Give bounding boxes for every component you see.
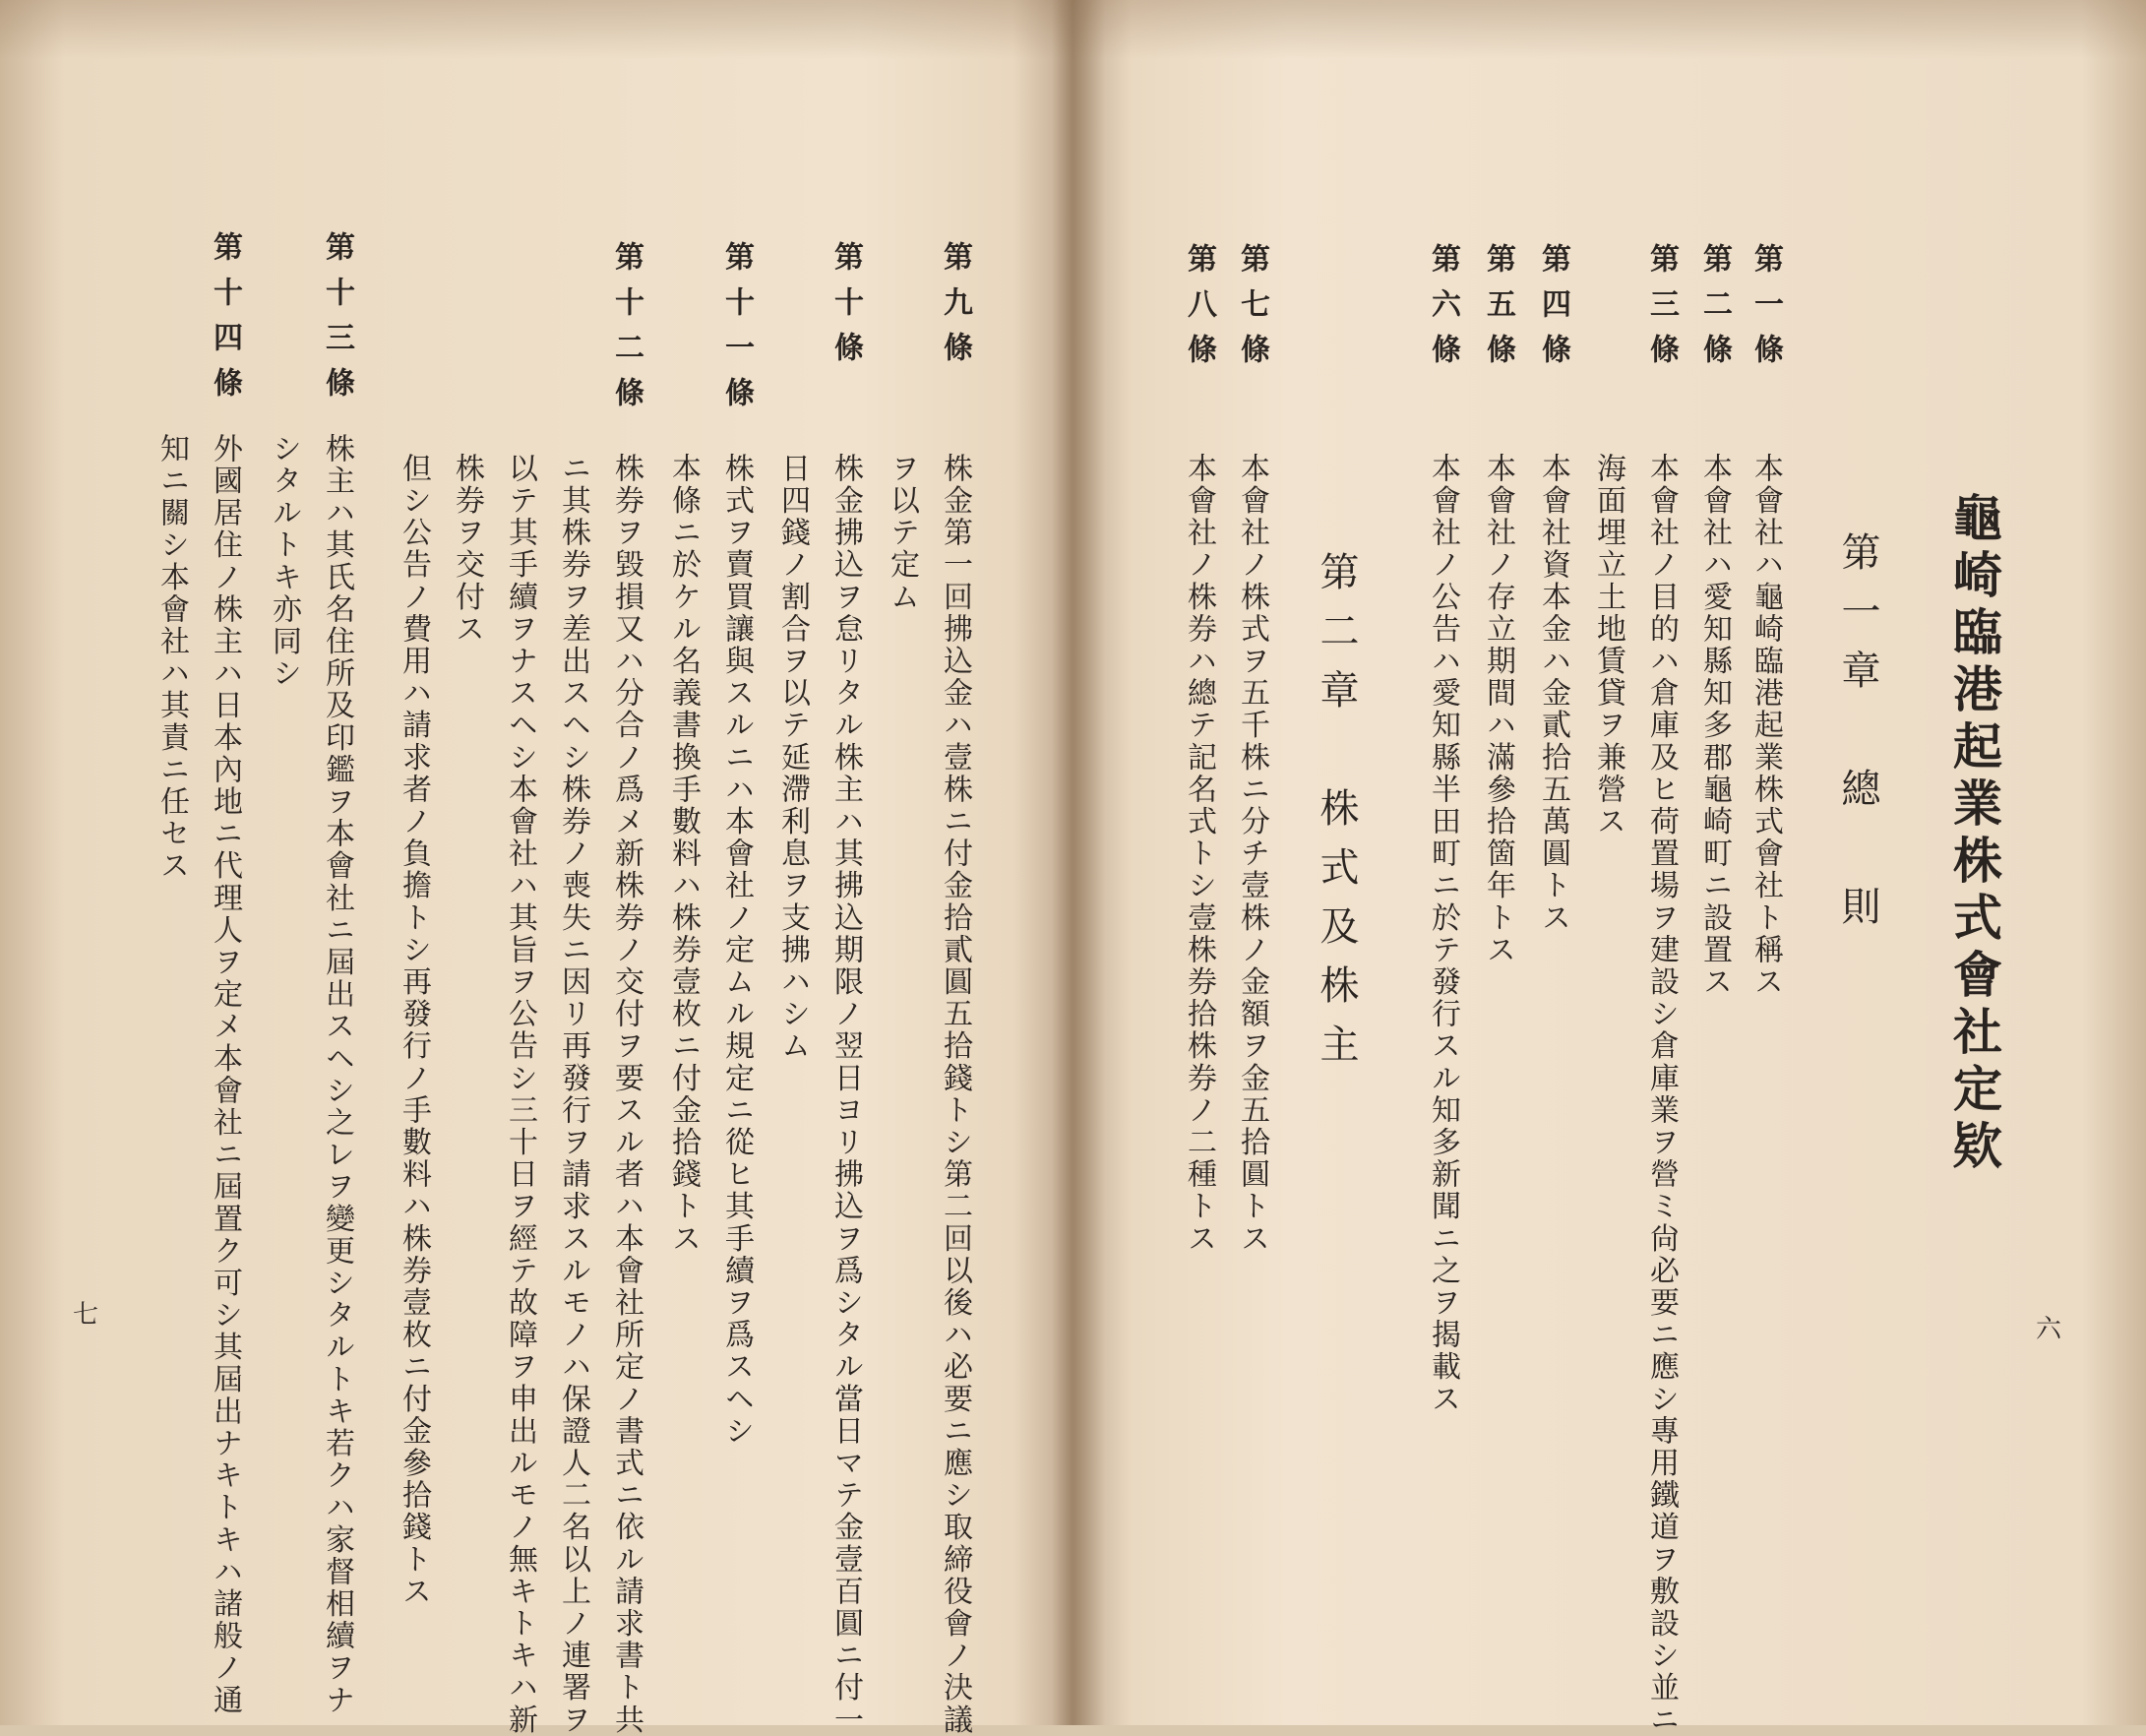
- article-text: 本會社ノ株式ヲ五千株ニ分チ壹株ノ金額ヲ金五拾圓トス: [1235, 453, 1269, 1255]
- article-label: 第四條: [1536, 243, 1570, 379]
- article-text: ヲ以テ定ム: [885, 453, 919, 613]
- article-text: 本會社ハ愛知縣知多郡龜崎町ニ設置ス: [1697, 453, 1732, 999]
- article-text: 株式ヲ賣買讓與スルニハ本會社ノ定ムル規定ニ從ヒ其手續ヲ爲スヘシ: [719, 453, 754, 1448]
- article-text: 本會社資本金ハ金貳拾五萬圓トス: [1536, 453, 1570, 934]
- gutter-shadow: [1073, 0, 1132, 1725]
- article-text: 株券ヲ交付ス: [450, 453, 484, 646]
- chapter-2-heading: 第二章 株式及株主: [1314, 551, 1359, 1083]
- page-number: 六: [2036, 1315, 2062, 1344]
- article-text: 外國居住ノ株主ハ日本內地ニ代理人ヲ定メ本會社ニ屆置ク可シ其屆出ナキトキハ諸般ノ通: [208, 433, 242, 1716]
- article-text: 株券ヲ毀損又ハ分合ノ爲メ新株券ノ交付ヲ要スル者ハ本會社所定ノ書式ニ依ル請求書ト共: [609, 453, 644, 1736]
- article-text: 本會社ノ公告ハ愛知縣半田町ニ於テ發行スル知多新聞ニ之ヲ揭載ス: [1426, 453, 1460, 1415]
- article-text: 以テ其手續ヲナスヘシ本會社ハ其旨ヲ公告シ三十日ヲ經テ故障ヲ申出ルモノ無キトキハ新: [503, 453, 537, 1736]
- article-text: 株主ハ其氏名住所及印鑑ヲ本會社ニ屆出スヘシ之レヲ變更シタルトキ若クハ家督相續ヲナ: [320, 433, 354, 1716]
- document-title: 龜崎臨港起業株式會社定欵: [1945, 492, 2003, 1177]
- article-label: 第十四條: [208, 231, 242, 412]
- article-text: 本會社ハ龜崎臨港起業株式會社ト稱ス: [1748, 453, 1783, 999]
- article-text: 株金拂込ヲ怠リタル株主ハ其拂込期限ノ翌日ヨリ拂込ヲ爲シタル當日マテ金壹百圓ニ付一: [828, 453, 863, 1736]
- article-label: 第五條: [1481, 243, 1515, 379]
- article-text: シタルトキ亦同シ: [267, 433, 301, 690]
- article-text: 但シ公告ノ費用ハ請求者ノ負擔トシ再發行ノ手數料ハ株券壹枚ニ付金參拾錢トス: [397, 453, 431, 1608]
- article-text: ニ其株券ヲ差出スヘシ株券ノ喪失ニ因リ再發行ヲ請求スルモノハ保證人二名以上ノ連署ヲ: [556, 453, 590, 1736]
- gutter-shadow: [1013, 0, 1073, 1725]
- article-text: 本會社ノ株券ハ總テ記名式トシ壹株券拾株券ノ二種トス: [1182, 453, 1216, 1255]
- page-edge-shadow: [1073, 0, 2146, 59]
- article-text: 本會社ノ存立期間ハ滿參拾箇年トス: [1481, 453, 1515, 966]
- article-label: 第十條: [828, 241, 863, 377]
- article-label: 第三條: [1644, 243, 1679, 379]
- article-text: 本條ニ於ケル名義書換手數料ハ株券壹枚ニ付金拾錢トス: [666, 453, 701, 1255]
- article-label: 第七條: [1235, 243, 1269, 379]
- right-page: [1073, 0, 2146, 1736]
- article-label: 第六條: [1426, 243, 1460, 379]
- article-label: 第八條: [1182, 243, 1216, 379]
- article-label: 第十三條: [320, 231, 354, 412]
- article-text: 知ニ關シ本會社ハ其責ニ任セス: [154, 433, 189, 883]
- article-label: 第十二條: [609, 241, 644, 422]
- article-label: 第十一條: [719, 241, 754, 422]
- article-label: 第一條: [1748, 243, 1783, 379]
- chapter-1-heading: 第一章 總 則: [1835, 531, 1880, 945]
- page-edge-shadow: [0, 0, 1073, 59]
- article-text: 日四錢ノ割合ヲ以テ延滯利息ヲ支拂ハシム: [775, 453, 810, 1063]
- article-text: 本會社ノ目的ハ倉庫及ヒ荷置場ヲ建設シ倉庫業ヲ營ミ尙必要ニ應シ專用鐵道ヲ敷設シ並ニ: [1644, 453, 1679, 1736]
- article-label: 第二條: [1697, 243, 1732, 379]
- article-text: 海面埋立土地賃貸ヲ兼營ス: [1591, 453, 1625, 838]
- article-text: 株金第一回拂込金ハ壹株ニ付金拾貳圓五拾錢トシ第二回以後ハ必要ニ應シ取締役會ノ決議: [938, 453, 972, 1736]
- page-number: 七: [73, 1300, 99, 1330]
- article-label: 第九條: [938, 241, 972, 377]
